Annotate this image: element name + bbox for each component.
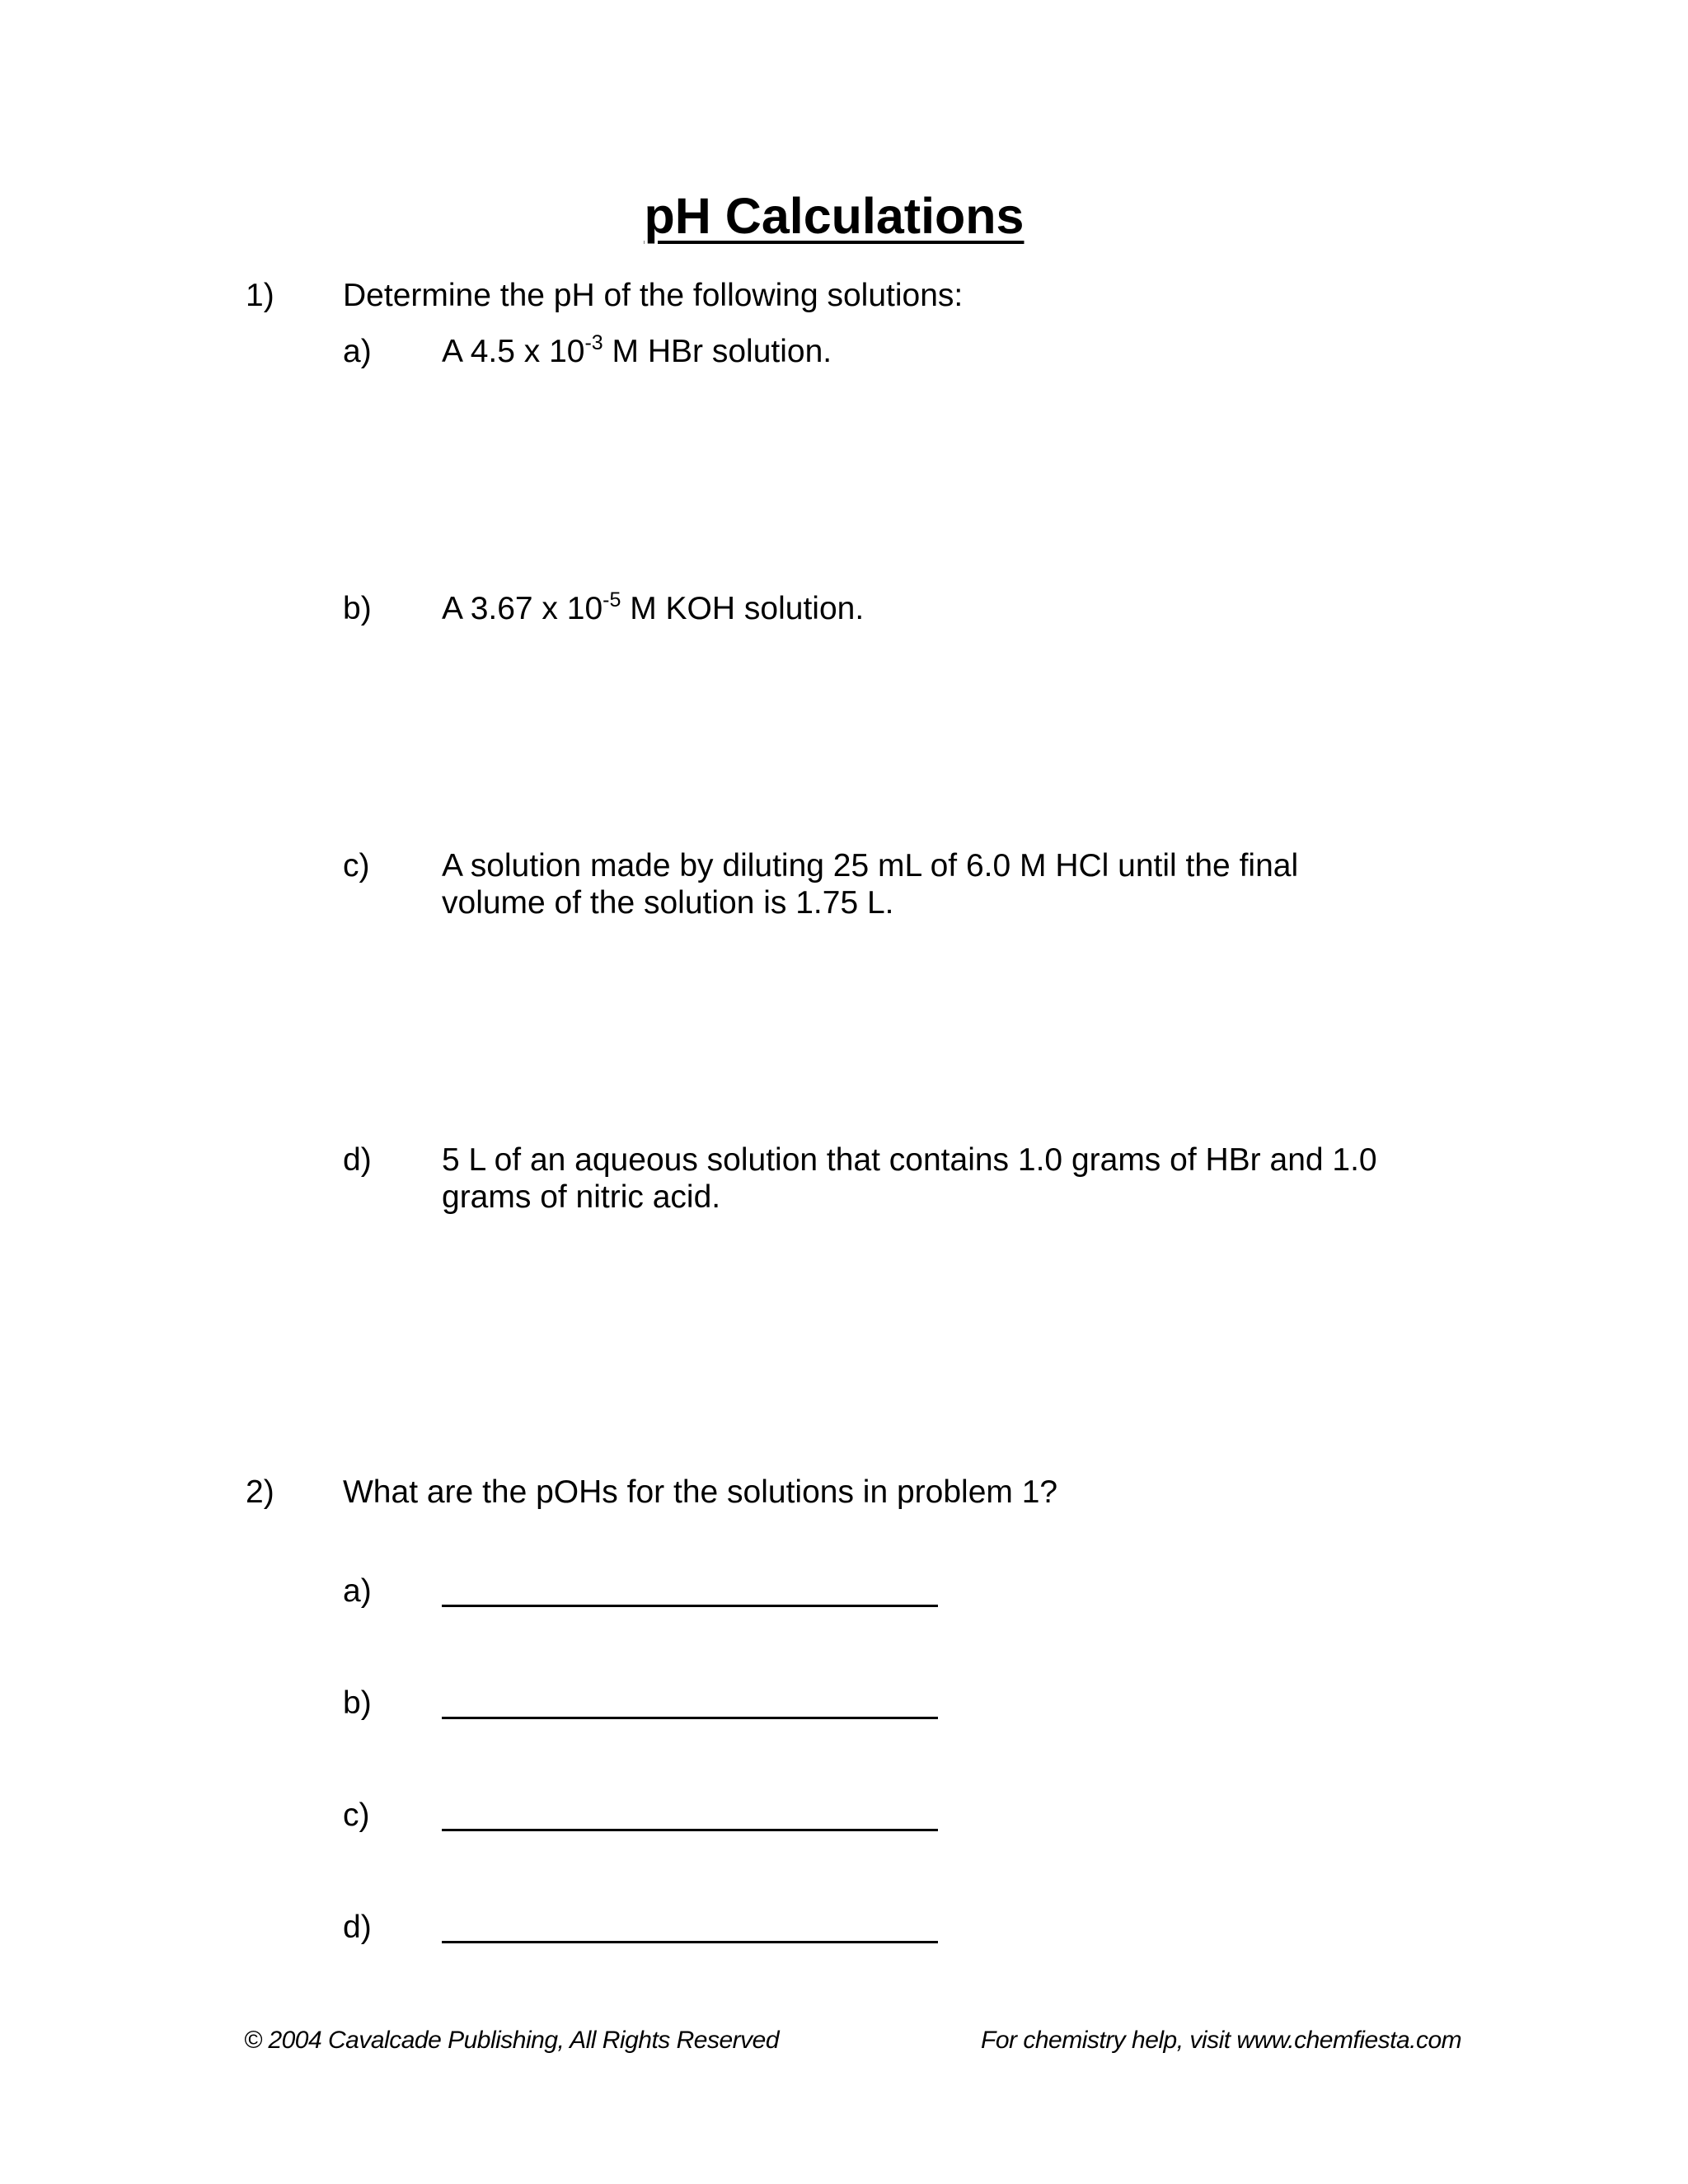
- q1-b-label: b): [343, 591, 372, 626]
- page-title: pH Calculations: [644, 188, 1025, 244]
- q2-d-answer-line[interactable]: [442, 1941, 938, 1943]
- q2-d-label: d): [343, 1910, 372, 1945]
- q1-a-text: A 4.5 x $10^{-3}$ M HBr solution.: [442, 331, 832, 369]
- q1-d-text-line2: grams of nitric acid.: [442, 1179, 721, 1215]
- q2-a-label: a): [343, 1573, 372, 1609]
- q2-c-answer-line[interactable]: [442, 1829, 938, 1831]
- q1-a-exponent: -3: [584, 331, 603, 354]
- q1-b-exponent: -5: [603, 588, 621, 612]
- q1-d-label: d): [343, 1142, 372, 1178]
- question-2-prompt: What are the pOHs for the solutions in problem 1?: [343, 1474, 1058, 1510]
- q1-b-text: A 3.67 x $10^{-5}$ M KOH solution.: [442, 588, 865, 626]
- q2-b-answer-line[interactable]: [442, 1717, 938, 1719]
- q2-a-answer-line[interactable]: [442, 1605, 938, 1607]
- footer-copyright: © 2004 Cavalcade Publishing, All Rights Reserved: [244, 2027, 780, 2054]
- footer-help-link[interactable]: For chemistry help, visit www.chemfiesta.com: [981, 2027, 1462, 2054]
- question-1-number: 1): [246, 278, 274, 313]
- q1-d-text-line1: 5 L of an aqueous solution that contains 1.0 grams of HBr and 1.0: [442, 1142, 1377, 1178]
- q2-c-label: c): [343, 1797, 370, 1833]
- q2-b-label: b): [343, 1685, 372, 1721]
- q1-c-text-line1: A solution made by diluting 25 mL of 6.0 M HCl until the final: [442, 848, 1299, 883]
- question-1-prompt: Determine the pH of the following solutions:: [343, 278, 964, 313]
- q1-c-text-line2: volume of the solution is 1.75 L.: [442, 885, 894, 921]
- question-2-number: 2): [246, 1474, 274, 1510]
- q1-a-label: a): [343, 334, 372, 369]
- q1-c-label: c): [343, 848, 370, 883]
